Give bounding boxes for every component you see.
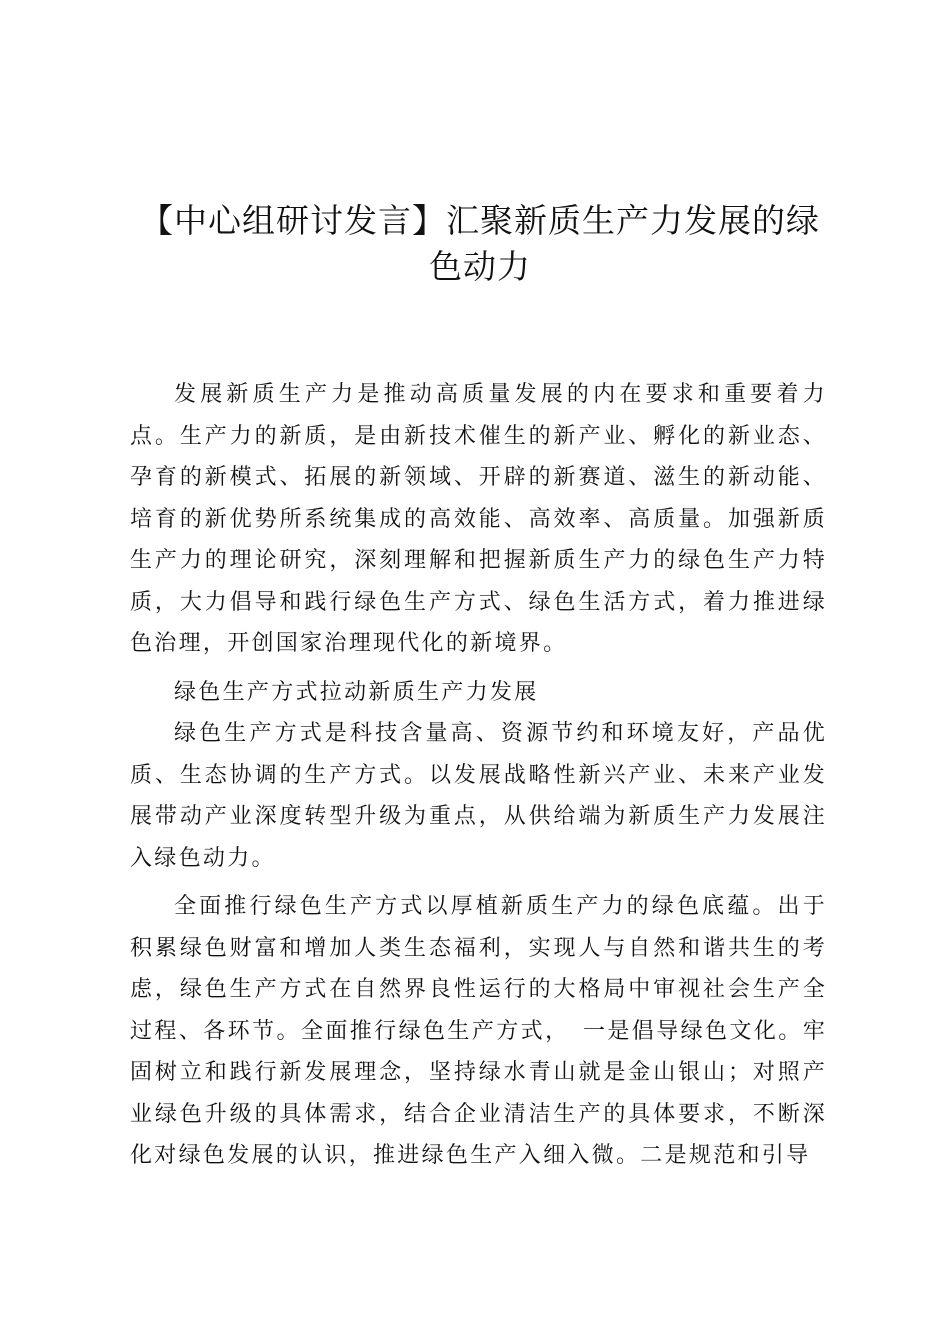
paragraph-green-production: 绿色生产方式是科技含量高、资源节约和环境友好，产品优质、生态协调的生产方式。以发展战略性新兴产业、未来产业发展带动产业深度转型升级为重点，从供给端为新质生产力发展注入绿色动力。 [130,721,827,871]
paragraph-intro: 发展新质生产力是推动高质量发展的内在要求和重要着力点。生产力的新质，是由新技术催生的新产业、孵化的新业态、孕育的新模式、拓展的新领域、开辟的新赛道、滋生的新动能、培育的新优势所系统集成的高效能、高效率、高质量。加强新质生产力的理论研究，深刻理解和把握新质生产力的绿色生产力特质，大力倡导和践行绿色生产方式、绿色生活方式，着力推进绿色治理，开创国家治理现代化的新境界。 [130,382,827,656]
paragraph-comprehensive: 全面推行绿色生产方式以厚植新质生产力的绿色底蕴。出于积累绿色财富和增加人类生态福利，实现人与自然和谐共生的考虑，绿色生产方式在自然界良性运行的大格局中审视社会生产全过程、各环节。全面推行绿色生产方式， 一是倡导绿色文化。牢固树立和践行新发展理念，坚持绿水青山就是金山银山；对照产业绿色升级的具体需求，结合企业清洁生产的具体要求，不断深化对绿色发展的认识，推进绿色生产入细入微。二是规范和引导 [130,894,827,1168]
document-title: 【中心组研讨发言】汇聚新质生产力发展的绿色动力 [140,201,820,286]
document-body [130,374,827,1177]
section-heading: 绿色生产方式拉动新质生产力发展 [174,679,539,705]
